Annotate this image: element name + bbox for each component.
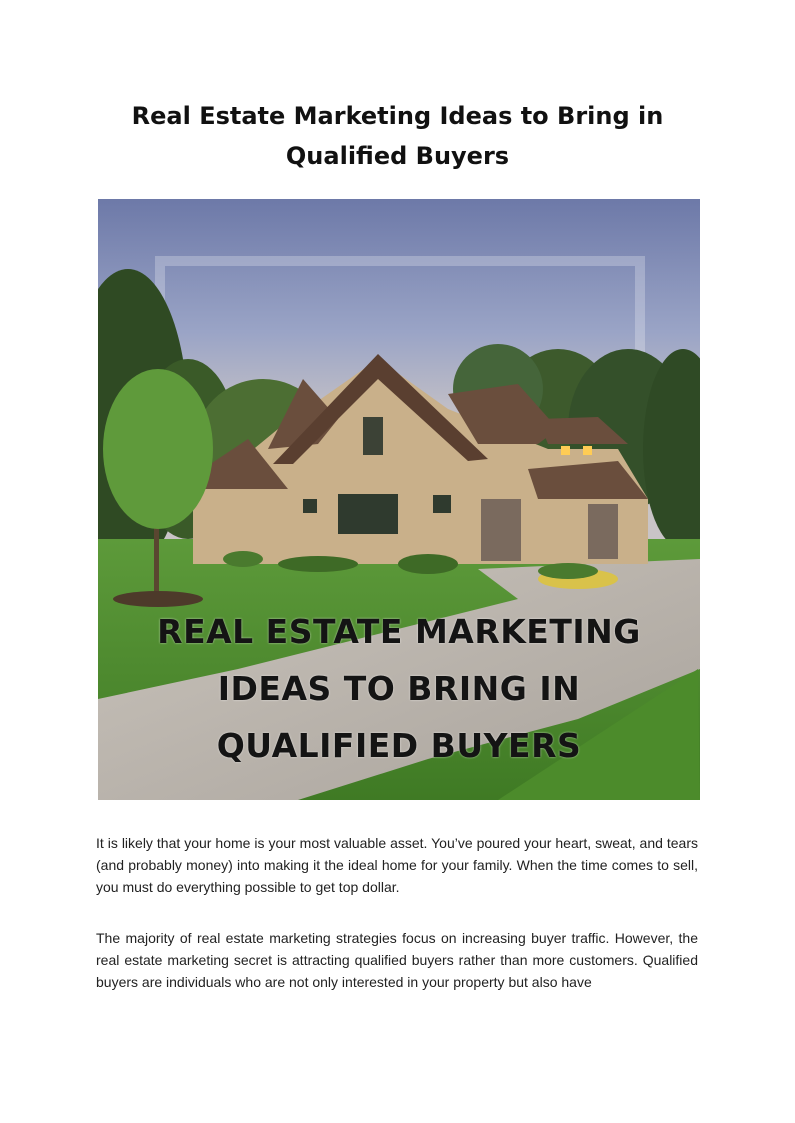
hero-overlay-line: REAL ESTATE MARKETING [157,612,641,651]
hero-overlay-line: QUALIFIED BUYERS [216,726,582,765]
paragraph: The majority of real estate marketing strategies focus on increasing buyer traffic. However, the real estate marketing secret is attracting qualified buyers rather than more customers. Qualified buyers are individuals who are not only interested in your property but also have [96,930,698,990]
paragraph: It is likely that your home is your most valuable asset. You’ve poured your heart, sweat, and tears (and probably money) into making it the ideal home for your family. When the time comes to sell, you must do everything possible to get top dollar. [96,835,698,895]
hero-overlay-text [98,603,700,774]
page-title: Real Estate Marketing Ideas to Bring in Qualified Buyers [131,102,664,170]
hero-overlay-line: IDEAS TO BRING IN [217,669,581,708]
hero-image [98,199,700,800]
